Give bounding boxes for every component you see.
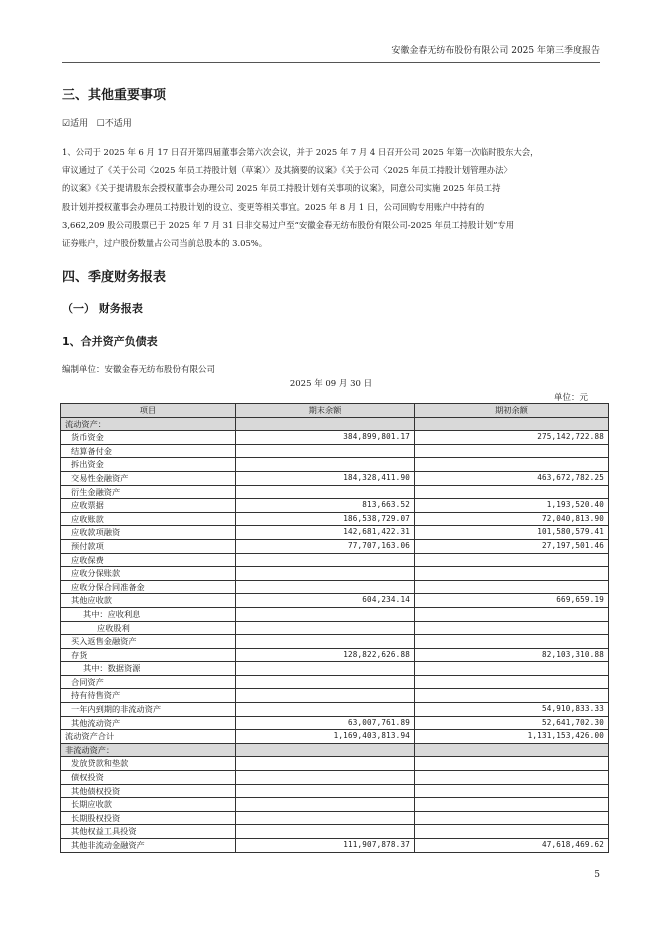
row-begin-balance: 1,193,520.40 bbox=[415, 499, 609, 513]
row-item-label: 衍生金融资产 bbox=[61, 485, 236, 499]
row-item-label: 其他非流动金融资产 bbox=[61, 839, 236, 853]
table-row bbox=[61, 621, 609, 635]
row-begin-balance bbox=[415, 580, 609, 594]
table-row bbox=[61, 811, 609, 825]
row-end-balance bbox=[236, 580, 415, 594]
row-begin-balance bbox=[415, 757, 609, 771]
table-row bbox=[61, 485, 609, 499]
table-row bbox=[61, 607, 609, 621]
table-row bbox=[61, 784, 609, 798]
row-item-label: 预付款项 bbox=[61, 539, 236, 553]
applicable-checkbox[interactable]: ☑ bbox=[62, 119, 71, 129]
not-applicable-checkbox[interactable]: ☐ bbox=[96, 119, 105, 129]
row-end-balance: 128,822,626.88 bbox=[236, 648, 415, 662]
table-row bbox=[61, 716, 609, 730]
row-item-label: 买入返售金融资产 bbox=[61, 635, 236, 649]
table-row bbox=[61, 743, 609, 757]
table-row bbox=[61, 635, 609, 649]
table-row bbox=[61, 539, 609, 553]
row-begin-balance bbox=[415, 607, 609, 621]
balance-sheet-title: 1、合并资产负债表 bbox=[62, 335, 158, 348]
row-begin-balance bbox=[415, 689, 609, 703]
table-row bbox=[61, 471, 609, 485]
row-end-balance: 1,169,403,813.94 bbox=[236, 730, 415, 744]
row-item-label: 流动资产合计 bbox=[61, 730, 236, 744]
row-begin-balance: 72,040,813.90 bbox=[415, 512, 609, 526]
row-end-balance bbox=[236, 417, 415, 431]
row-end-balance bbox=[236, 689, 415, 703]
row-end-balance: 63,007,761.89 bbox=[236, 716, 415, 730]
table-row bbox=[61, 553, 609, 567]
row-item-label: 其他权益工具投资 bbox=[61, 825, 236, 839]
table-row bbox=[61, 512, 609, 526]
row-end-balance bbox=[236, 635, 415, 649]
row-item-label: 应收分保合同准备金 bbox=[61, 580, 236, 594]
table-row bbox=[61, 825, 609, 839]
not-applicable-label: 不适用 bbox=[104, 119, 132, 129]
row-end-balance: 184,328,411.90 bbox=[236, 471, 415, 485]
row-begin-balance: 1,131,153,426.00 bbox=[415, 730, 609, 744]
table-row bbox=[61, 839, 609, 853]
row-end-balance bbox=[236, 485, 415, 499]
row-end-balance: 813,663.52 bbox=[236, 499, 415, 513]
row-item-label: 其中：应收利息 bbox=[61, 607, 236, 621]
row-begin-balance bbox=[415, 798, 609, 812]
table-body bbox=[61, 417, 609, 852]
row-item-label: 交易性金融资产 bbox=[61, 471, 236, 485]
row-begin-balance bbox=[415, 771, 609, 785]
table-row bbox=[61, 648, 609, 662]
paragraph-line: 审议通过了《关于公司〈2025 年员工持股计划（草案）〉及其摘要的议案》《关于公司〈2025 年员工持股计划管理办法〉 bbox=[62, 165, 512, 176]
table-row bbox=[61, 771, 609, 785]
row-end-balance bbox=[236, 553, 415, 567]
paragraph-line: 股计划并授权董事会办理员工持股计划的设立、变更等相关事宜。2025 年 8 月 1 日，公司回购专用账户中持有的 bbox=[62, 201, 485, 212]
row-begin-balance: 275,142,722.88 bbox=[415, 431, 609, 445]
row-item-label: 结算备付金 bbox=[61, 444, 236, 458]
row-begin-balance bbox=[415, 784, 609, 798]
table-row bbox=[61, 662, 609, 676]
table-row bbox=[61, 417, 609, 431]
paragraph-line: 3,662,209 股公司股票已于 2025 年 7 月 31 日非交易过户至“安徽金春无纺布股份有限公司-2025 年员工持股计划”专用 bbox=[62, 219, 515, 230]
financial-statements-title: （一） 财务报表 bbox=[62, 302, 143, 315]
row-end-balance bbox=[236, 662, 415, 676]
table-row bbox=[61, 499, 609, 513]
row-end-balance: 604,234.14 bbox=[236, 594, 415, 608]
row-item-label: 其中：数据资源 bbox=[61, 662, 236, 676]
row-end-balance bbox=[236, 825, 415, 839]
applicable-label: 适用 bbox=[70, 119, 89, 129]
row-begin-balance bbox=[415, 675, 609, 689]
table-row bbox=[61, 458, 609, 472]
unit-label: 单位：元 bbox=[553, 393, 588, 403]
row-item-label: 其他流动资产 bbox=[61, 716, 236, 730]
row-begin-balance bbox=[415, 635, 609, 649]
row-end-balance bbox=[236, 757, 415, 771]
table-row bbox=[61, 444, 609, 458]
row-begin-balance bbox=[415, 621, 609, 635]
row-item-label: 发放贷款和垫款 bbox=[61, 757, 236, 771]
row-begin-balance: 52,641,702.30 bbox=[415, 716, 609, 730]
header-item: 项目 bbox=[61, 404, 236, 418]
row-end-balance: 77,707,163.06 bbox=[236, 539, 415, 553]
row-begin-balance: 82,103,310.88 bbox=[415, 648, 609, 662]
paragraph-line: 证券账户，过户股份数量占公司当前总股本的 3.05%。 bbox=[62, 238, 268, 249]
row-item-label: 债权投资 bbox=[61, 771, 236, 785]
row-begin-balance bbox=[415, 458, 609, 472]
table-header-row bbox=[61, 404, 609, 418]
row-item-label: 长期应收款 bbox=[61, 798, 236, 812]
section-3-title: 三、其他重要事项 bbox=[62, 88, 167, 103]
row-begin-balance bbox=[415, 417, 609, 431]
row-begin-balance: 463,672,782.25 bbox=[415, 471, 609, 485]
header-begin-balance: 期初余额 bbox=[415, 404, 609, 418]
row-item-label: 货币资金 bbox=[61, 431, 236, 445]
row-begin-balance: 27,197,501.46 bbox=[415, 539, 609, 553]
table-row bbox=[61, 675, 609, 689]
row-item-label: 其他应收款 bbox=[61, 594, 236, 608]
row-begin-balance: 669,659.19 bbox=[415, 594, 609, 608]
row-end-balance bbox=[236, 675, 415, 689]
row-item-label: 流动资产： bbox=[61, 417, 236, 431]
table-row bbox=[61, 594, 609, 608]
row-begin-balance bbox=[415, 444, 609, 458]
table-row bbox=[61, 703, 609, 717]
row-item-label: 一年内到期的非流动资产 bbox=[61, 703, 236, 717]
balance-sheet-table bbox=[60, 403, 609, 853]
header-end-balance: 期末余额 bbox=[236, 404, 415, 418]
row-end-balance bbox=[236, 621, 415, 635]
row-item-label: 应收分保账款 bbox=[61, 567, 236, 581]
row-end-balance bbox=[236, 784, 415, 798]
row-end-balance bbox=[236, 458, 415, 472]
row-item-label: 应收保费 bbox=[61, 553, 236, 567]
row-end-balance bbox=[236, 771, 415, 785]
table-row bbox=[61, 580, 609, 594]
table-row bbox=[61, 431, 609, 445]
row-item-label: 拆出资金 bbox=[61, 458, 236, 472]
page-header: 安徽金春无纺布股份有限公司 2025 年第三季度报告 bbox=[62, 44, 600, 63]
table-row bbox=[61, 798, 609, 812]
row-begin-balance: 47,618,469.62 bbox=[415, 839, 609, 853]
row-begin-balance bbox=[415, 811, 609, 825]
row-end-balance: 142,681,422.31 bbox=[236, 526, 415, 540]
row-end-balance bbox=[236, 444, 415, 458]
row-end-balance bbox=[236, 743, 415, 757]
row-end-balance bbox=[236, 703, 415, 717]
table-row bbox=[61, 757, 609, 771]
row-item-label: 合同资产 bbox=[61, 675, 236, 689]
applicability-checkboxes bbox=[62, 116, 132, 129]
row-item-label: 持有待售资产 bbox=[61, 689, 236, 703]
row-end-balance: 384,899,801.17 bbox=[236, 431, 415, 445]
row-item-label: 存货 bbox=[61, 648, 236, 662]
preparer-label: 编制单位：安徽金春无纺布股份有限公司 bbox=[62, 365, 216, 375]
row-begin-balance bbox=[415, 567, 609, 581]
row-item-label: 非流动资产： bbox=[61, 743, 236, 757]
row-item-label: 应收票据 bbox=[61, 499, 236, 513]
row-begin-balance bbox=[415, 825, 609, 839]
row-begin-balance: 54,910,833.33 bbox=[415, 703, 609, 717]
row-item-label: 应收款项融资 bbox=[61, 526, 236, 540]
row-begin-balance bbox=[415, 743, 609, 757]
section-4-title: 四、季度财务报表 bbox=[62, 270, 167, 285]
table-row bbox=[61, 730, 609, 744]
row-item-label: 其他债权投资 bbox=[61, 784, 236, 798]
row-end-balance bbox=[236, 798, 415, 812]
row-end-balance bbox=[236, 567, 415, 581]
row-item-label: 应收股利 bbox=[61, 621, 236, 635]
row-end-balance: 111,907,878.37 bbox=[236, 839, 415, 853]
paragraph-line: 1、公司于 2025 年 6 月 17 日召开第四届董事会第六次会议，并于 2025 年 7 月 4 日召开公司 2025 年第一次临时股东大会， bbox=[62, 147, 539, 157]
table-row bbox=[61, 567, 609, 581]
esop-paragraph bbox=[62, 143, 602, 252]
row-end-balance bbox=[236, 607, 415, 621]
table-row bbox=[61, 526, 609, 540]
paragraph-line: 的议案》《关于提请股东会授权董事会办理公司 2025 年员工持股计划有关事项的议案》，同意公司实施 2025 年员工持 bbox=[62, 183, 501, 194]
row-begin-balance bbox=[415, 662, 609, 676]
page-number: 5 bbox=[594, 870, 600, 880]
row-item-label: 长期股权投资 bbox=[61, 811, 236, 825]
report-date: 2025 年 09 月 30 日 bbox=[289, 379, 373, 389]
row-item-label: 应收账款 bbox=[61, 512, 236, 526]
row-begin-balance: 101,580,579.41 bbox=[415, 526, 609, 540]
row-begin-balance bbox=[415, 553, 609, 567]
row-end-balance: 186,538,729.07 bbox=[236, 512, 415, 526]
row-end-balance bbox=[236, 811, 415, 825]
table-row bbox=[61, 689, 609, 703]
row-begin-balance bbox=[415, 485, 609, 499]
